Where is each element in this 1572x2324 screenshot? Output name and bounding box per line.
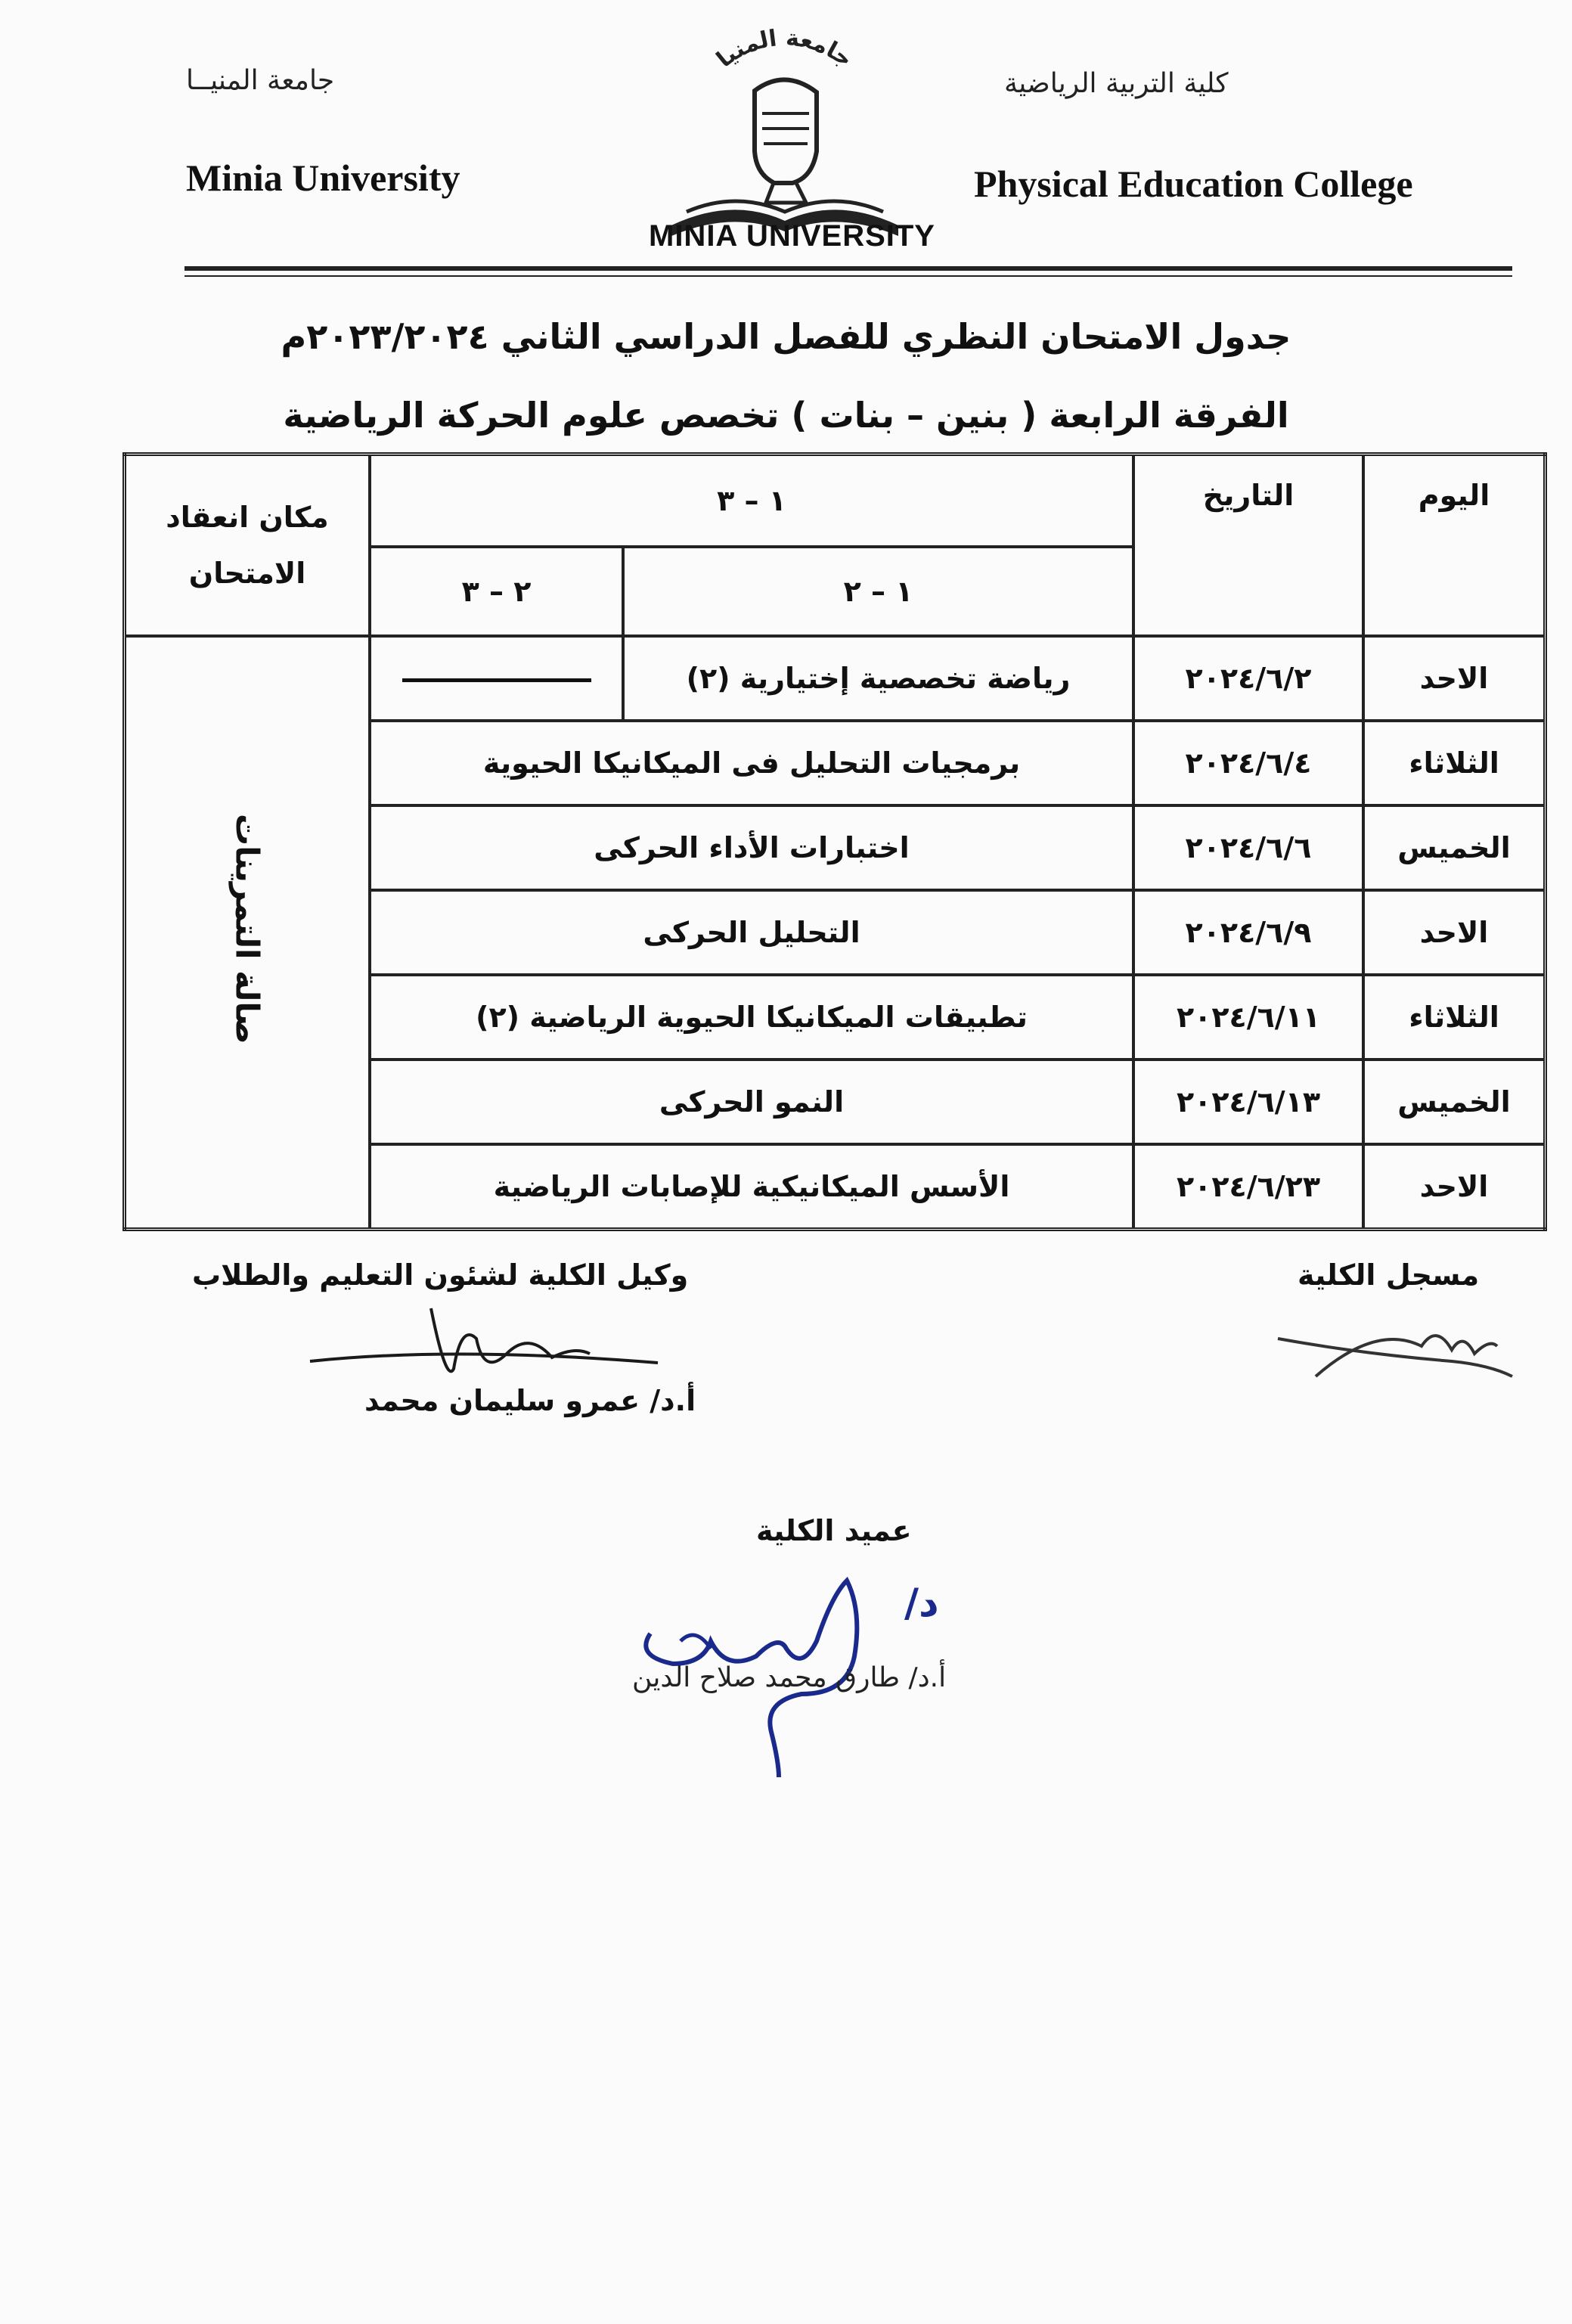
day-cell: الخميس — [1363, 1060, 1546, 1144]
table-row — [125, 636, 1546, 721]
subject-cell: النمو الحركى — [370, 1060, 1133, 1144]
logo-caption: MINIA UNIVERSITY — [649, 219, 935, 253]
venue-text: صالة التمرينات — [228, 814, 266, 1044]
dean-title: عميد الكلية — [756, 1514, 912, 1547]
header-sub2: ٢ – ٣ — [370, 547, 623, 636]
vice-dean-title: وكيل الكلية لشئون التعليم والطلاب — [192, 1258, 689, 1292]
dean-mark: د/ — [904, 1581, 939, 1626]
date-cell: ٢٠٢٤/٦/٦ — [1133, 805, 1363, 890]
subject-cell: الأسس الميكانيكية للإصابات الرياضية — [370, 1144, 1133, 1230]
university-name-en: Minia University — [186, 157, 460, 199]
day-cell: الاحد — [1363, 1144, 1546, 1230]
registrar-signature — [1270, 1308, 1520, 1395]
day-cell: الاحد — [1363, 890, 1546, 975]
blank-dash — [402, 678, 591, 682]
college-name-ar: كلية التربية الرياضية — [1004, 68, 1229, 99]
document-subtitle: الفرقة الرابعة ( بنين – بنات ) تخصص علوم الحركة الرياضية — [283, 395, 1289, 436]
header-sub1: ١ – ٢ — [623, 547, 1133, 636]
venue-cell — [125, 636, 371, 1230]
empty-subject-cell — [370, 636, 623, 721]
day-cell: الخميس — [1363, 805, 1546, 890]
subject-cell: اختبارات الأداء الحركى — [370, 805, 1133, 890]
university-name-ar: جامعة المنيــا — [186, 65, 335, 96]
logo-arc-text: جامعة المنيا — [712, 24, 858, 73]
svg-text:جامعة المنيا — [712, 25, 857, 73]
header-rule-thin — [184, 275, 1512, 277]
date-cell: ٢٠٢٤/٦/٢ — [1133, 636, 1363, 721]
vice-dean-name: أ.د/ عمرو سليمان محمد — [364, 1384, 696, 1417]
subject-cell: التحليل الحركى — [370, 890, 1133, 975]
date-cell: ٢٠٢٤/٦/٩ — [1133, 890, 1363, 975]
subject-cell: برمجيات التحليل فى الميكانيكا الحيوية — [370, 721, 1133, 805]
college-name-en: Physical Education College — [974, 163, 1413, 205]
day-cell: الثلاثاء — [1363, 975, 1546, 1060]
header-rule-thick — [184, 266, 1512, 271]
day-cell: الثلاثاء — [1363, 721, 1546, 805]
header-venue — [125, 455, 371, 637]
date-cell: ٢٠٢٤/٦/٤ — [1133, 721, 1363, 805]
table-header-row — [125, 455, 1546, 548]
header-venue-line1: مكان انعقاد — [166, 501, 329, 534]
header-day: اليوم — [1363, 455, 1546, 637]
header-date: التاريخ — [1133, 455, 1363, 637]
dean-name: أ.د/ طارق محمد صلاح الدين — [632, 1662, 947, 1693]
document-title: جدول الامتحان النظري للفصل الدراسي الثاني ٢٠٢٣/٢٠٢٤م — [281, 316, 1291, 357]
header-group: ١ – ٣ — [370, 455, 1133, 548]
registrar-title: مسجل الكلية — [1298, 1258, 1480, 1292]
subject-cell: تطبيقات الميكانيكا الحيوية الرياضية (٢) — [370, 975, 1133, 1060]
date-cell: ٢٠٢٤/٦/١٣ — [1133, 1060, 1363, 1144]
subject-cell: رياضة تخصصية إختيارية (٢) — [623, 636, 1133, 721]
date-cell: ٢٠٢٤/٦/١١ — [1133, 975, 1363, 1060]
header-venue-line2: الامتحان — [188, 557, 306, 590]
exam-schedule-table — [122, 452, 1547, 1231]
date-cell: ٢٠٢٤/٦/٢٣ — [1133, 1144, 1363, 1230]
day-cell: الاحد — [1363, 636, 1546, 721]
